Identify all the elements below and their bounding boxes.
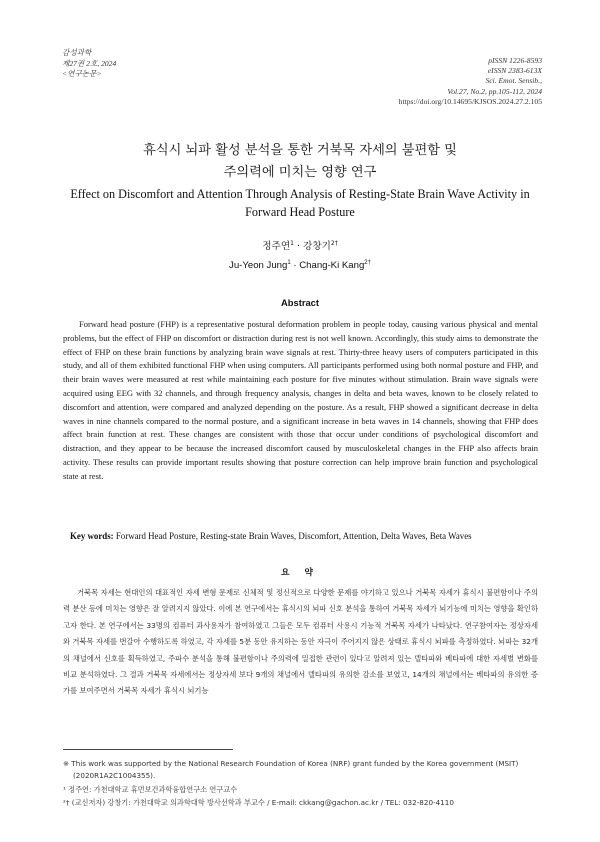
journal-abbrev: Sci. Emot. Sensib.,: [485, 76, 542, 86]
authors-english: [0, 260, 600, 271]
authors-korean: [0, 238, 600, 252]
author-1-en: Ju-Yeon Jung: [229, 260, 288, 271]
korean-title: [40, 140, 560, 184]
pissn: pISSN 1226-8593: [488, 56, 542, 65]
journal-volume: 제27권 2호, 2024: [62, 58, 117, 68]
korean-title-line-1: 휴식시 뇌파 활성 분석을 통한 거북목 자세의 불편함 및: [143, 143, 457, 158]
footnote-divider: [63, 749, 233, 750]
footnote-author-1: ¹ 정주연: 가천대학교 휴먼보건과학융합연구소 연구교수: [63, 785, 238, 794]
english-title-line-2: Forward Head Posture: [245, 204, 355, 219]
journal-header-right: [399, 56, 542, 107]
journal-name: 감성과학: [62, 48, 92, 57]
korean-summary-text: 거북목 자세는 현대인의 대표적인 자세 변형 문제로 신체적 및 정신적으로 다양한 문제를 야기하고 있으나 거북목 자세가 휴식시 불편함이나 주의력 분산 등에 미치는 영향은 잘 알려지지 않았다. 이에 본 연구에서는 휴식시의 뇌파 신호 분석을 통하여 거북목 자세가 뇌기능에 미치는 영향을 확인하고자 한다. 본 연구에서는 33명의 컴퓨터 과사용자가 참여하였고 그들은 모두 컴퓨터 사용시 기능적 거북목 자세가 나타났다. 연구참여자는 정상자세와 거북목 자세를 번갈아 수행하도록 하였고, 각 자세를 5분 동안 유지하는 동안 자극이 주어지지 않은 상태로 휴식시 뇌파를 측정하였다. 뇌파는 32개의 채널에서 신호를 획득하였고, 주파수 분석을 통해 불편함이나 주의력에 밀접한 관련이 있다고 알려져 있는 델타파와 베타파에 대한 자세별 변화를 비교 분석하였다. 그 결과 거북목 자세에서는 정상자세 보다 9개의 채널에서 델타파의 유의한 감소를 보였고, 14개의 채널에서는 베타파의 유의한 증가를 보여주면서 거북목 자세가 휴식시 뇌기능: [63, 588, 538, 696]
author-1-en-affil: 1: [287, 259, 291, 266]
author-2-en: Chang-Ki Kang: [299, 260, 365, 271]
abstract-heading: Abstract: [280, 297, 320, 308]
footnote-corresponding-author: ²† (교신저자) 강창기: 가천대학교 의과학대학 방사선학과 부교수 / E-mail: ckkang@gachon.ac.kr / TEL: 032-820-4110: [63, 798, 454, 807]
author-2-ko-affil: 2†: [330, 239, 338, 247]
article-type: <연구논문>: [62, 69, 102, 78]
keywords-list: Forward Head Posture, Resting-state Brain Waves, Discomfort, Attention, Delta Waves, Beta Waves: [113, 531, 472, 541]
english-title: [40, 186, 560, 221]
doi-link[interactable]: https://doi.org/10.14695/KJSOS.2024.27.2.105: [398, 96, 542, 106]
citation: Vol.27, No.2, pp.105-112, 2024: [447, 86, 542, 96]
author-2-ko: 강창기: [303, 241, 331, 252]
author-separator-en: ·: [290, 260, 300, 271]
author-2-en-affil: 2†: [364, 259, 371, 266]
abstract-text: Forward head posture (FHP) is a representative postural deformation problem in people today, causing various physical and mental problems, but the effect of FHP on discomfort or distraction during rest is not well known. Accordingly, this study aims to demonstrate the effect of FHP on these brain functions by analyzing brain wave signals at rest. Thirty-three heavy users of computers participated in this study, and all of them exhibited functional FHP when using computers. All participants performed using both normal posture and FHP, and their brain waves were measured at rest while maintaining each posture for five minutes without stimulation. Brain wave signals were acquired using EEG with 32 channels, and through frequency analysis, changes in delta and beta waves, known to be closely related to discomfort and attention, were compared and analyzed depending on the posture. As a result, FHP showed a significant decrease in delta waves in nine channels compared to the normal posture, and a significant increase in beta waves in 14 channels, showing that FHP does affect brain function at rest. These changes are consistent with those that occur under conditions of psychological discomfort and distraction, and they appear to be because the increased discomfort caused by musculoskeletal changes in the FHP also affects brain activity. These results can provide important results showing that posture correction can help improve brain function and psychological state at rest.: [63, 319, 538, 481]
footnote-funding: ※ This work was supported by the National Research Foundation of Korea (NRF) grant funded by the Korea government (MSIT) (2020R1A2C1004355).: [63, 759, 519, 780]
keywords: [70, 531, 550, 541]
korean-title-line-2: 주의력에 미치는 영향 연구: [223, 165, 377, 180]
author-1-ko-affil: 1: [290, 239, 294, 247]
journal-header-left: [62, 48, 116, 80]
author-separator-ko: ·: [293, 241, 304, 252]
author-1-ko: 정주연: [262, 241, 291, 252]
korean-summary-heading: 요 약: [280, 568, 320, 578]
keywords-label: Key words:: [70, 531, 114, 541]
eissn: eISSN 2383-613X: [487, 66, 542, 76]
english-title-line-1: Effect on Discomfort and Attention Through Analysis of Resting-State Brain Wave Activity in: [70, 187, 530, 201]
